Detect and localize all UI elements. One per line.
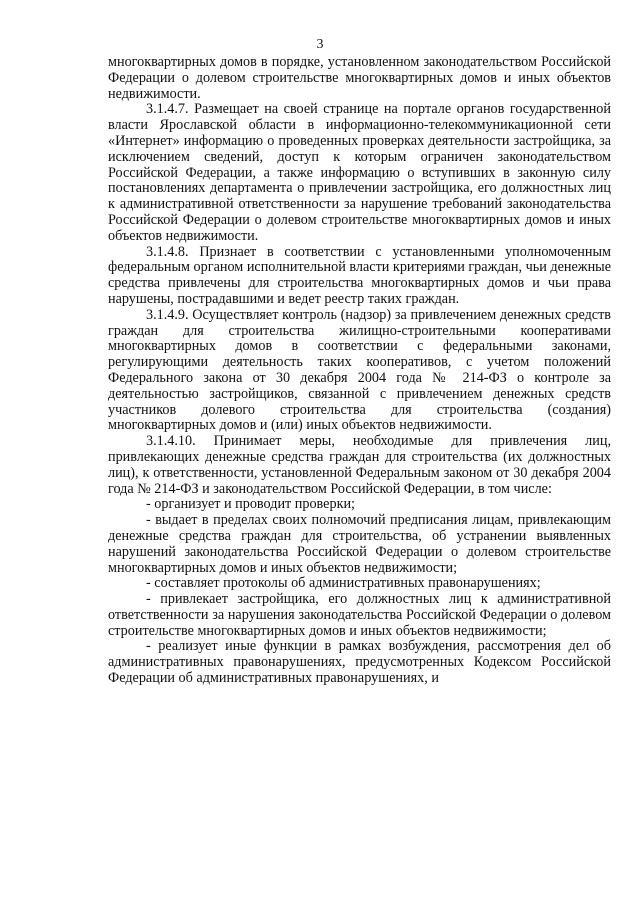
paragraph-3-1-4-7: 3.1.4.7. Размещает на своей странице на портале органов государственной власти Ярославской области в информационно-телекоммуникационной сети «Интернет» информацию о проведенных проверках деятельности застройщика, за исключением сведений, доступ к которым ограничен законодательством Российской Федерации, а также информацию о вступивших в законную силу постановлениях департамента о привлечении застройщика, его должностных лиц к административной ответственности за нарушение требований законодательства Российской Федерации о долевом строительстве многоквартирных домов и иных объектов недвижимости. bbox=[108, 101, 611, 244]
paragraph-3-1-4-8: 3.1.4.8. Признает в соответствии с установленными уполномоченным федеральным органом исполнительной власти критериями граждан, чьи денежные средства привлечены для строительства многоквартирных домов и чьи права нарушены, пострадавшими и ведет реестр таких граждан. bbox=[108, 243, 611, 307]
list-item-orders: - выдает в пределах своих полномочий предписания лицам, привлекающим денежные средства граждан для строительства, об устранении выявленных нарушений законодательства Российской Федерации о долевом строительстве многоквартирных домов и иных объектов недвижимости; bbox=[108, 512, 611, 576]
list-item-liability: - привлекает застройщика, его должностных лиц к административной ответственности за нарушения законодательства Российской Федерации о долевом строительстве многоквартирных домов и иных объектов недвижимости; bbox=[108, 591, 611, 639]
paragraph-3-1-4-10: 3.1.4.10. Принимает меры, необходимые для привлечения лиц, привлекающих денежные средства граждан для строительства (их должностных лиц), к ответственности, установленной Федеральным законом от 30 декабря 2004 года № 214-ФЗ и законодательством Российской Федерации, в том числе: bbox=[108, 433, 611, 497]
list-item-protocols: - составляет протоколы об административных правонарушениях; bbox=[146, 575, 541, 592]
paragraph-continuation: многоквартирных домов в порядке, установленном законодательством Российской Федерации о долевом строительстве многоквартирных домов и иных объектов недвижимости. bbox=[108, 54, 611, 102]
list-item-inspections: - организует и проводит проверки; bbox=[146, 496, 355, 513]
page-number: 3 bbox=[316, 37, 324, 52]
list-item-other-functions: - реализует иные функции в рамках возбуждения, рассмотрения дел об административных правонарушениях, предусмотренных Кодексом Российской Федерации об административных правонарушениях, и bbox=[108, 638, 611, 687]
paragraph-3-1-4-9: 3.1.4.9. Осуществляет контроль (надзор) за привлечением денежных средств граждан для строительства жилищно-строительными кооперативами многоквартирных домов в соответствии с федеральными законами, регулирующими деятельность таких кооперативов, с учетом положений Федерального закона от 30 декабря 2004 года № 214-ФЗ о контроле за деятельностью застройщиков, связанной с привлечением денежных средств участников долевого строительства для строительства (создания) многоквартирных домов и (или) иных объектов недвижимости. bbox=[108, 306, 611, 434]
document-body bbox=[108, 55, 611, 687]
